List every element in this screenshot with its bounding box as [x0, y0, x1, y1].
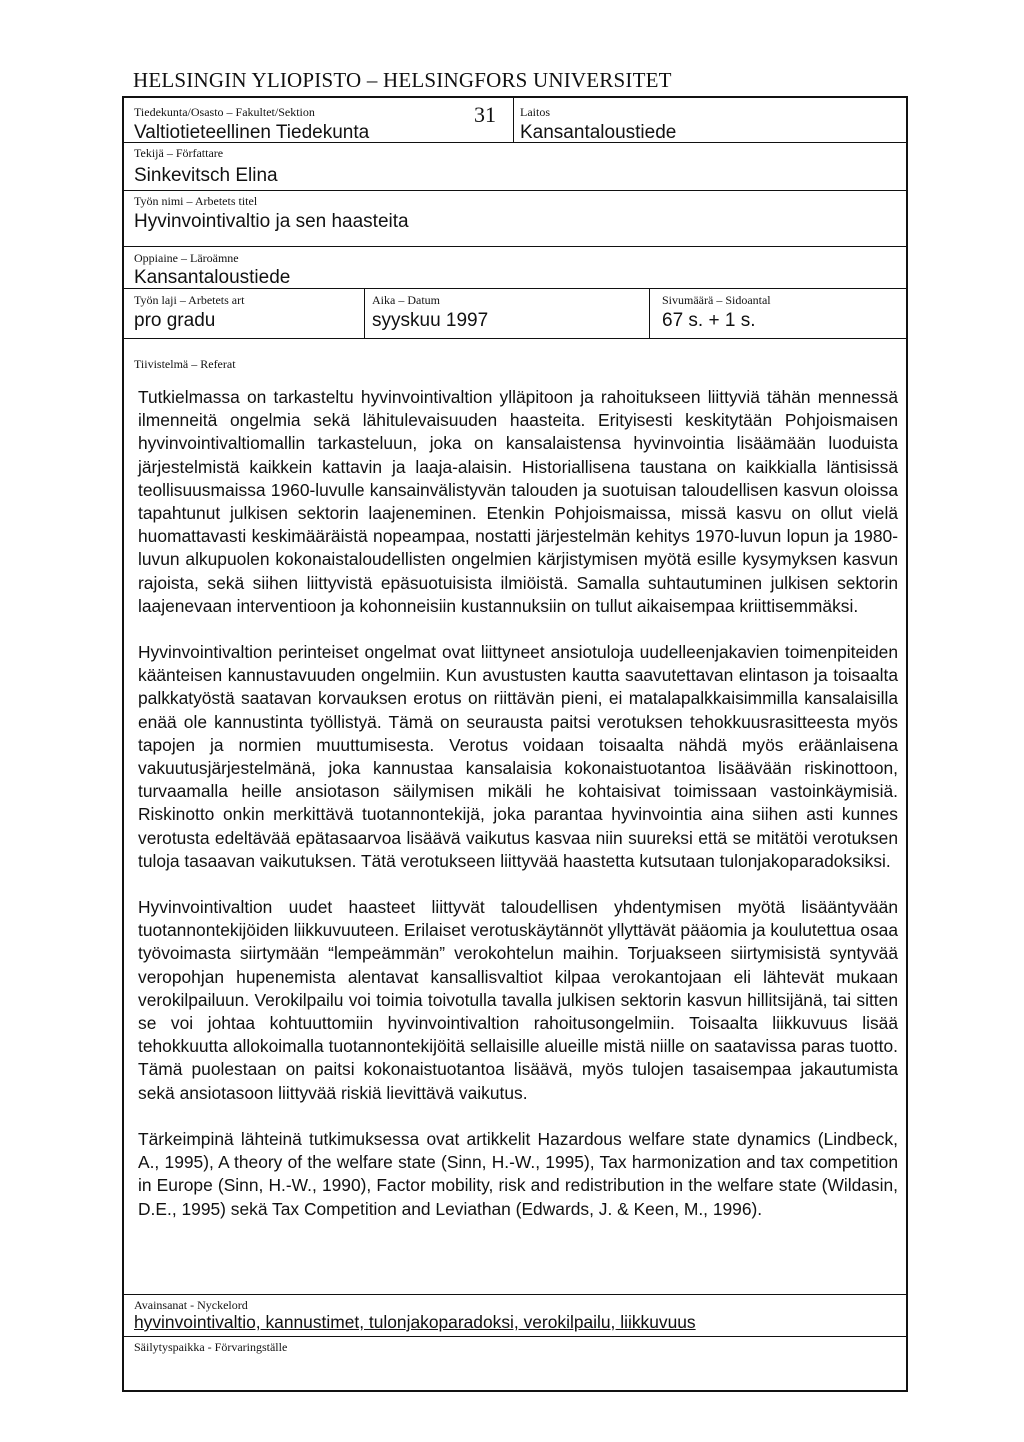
date-label: Aika – Datum [372, 293, 440, 307]
work-title-value: Hyvinvointivaltio ja sen haasteita [134, 211, 409, 232]
divider [124, 338, 906, 339]
divider [124, 288, 906, 289]
abstract-paragraph: Hyvinvointivaltion uudet haasteet liittyvät taloudellisen yhdentymisen myötä lisääntyvään tuotannontekijöiden liikkuvuuteen. Erilaiset verotuskäytännöt yllyttävät pääomia ja koulutettua osaa työvoimasta siirtymään “lempeämmän” verokohtelun maihin. Torjuakseen siirtymisistä syntyvää veropohjan hupenemista alentavat kansallisvaltiot kilpaa verokantojaan eli lähtevät mukaan verokilpailuun. Verokilpailu voi toimia toivotulla tavalla julkisen sektorin kasvun hillitsijänä, tai sitten se voi johtaa kohtuuttomiin hyvinvointivaltion rahoitusongelmiin. Toisaalta liikkuvuus lisää tehokkuutta allokoimalla tuotannontekijöitä sellaisille alueille mistä niille on saatavissa paras tuotto. Tämä puolestaan on paitsi kokonaistuotantoa lisäävä, myös tulojen tasaisempaa jakautumista sekä ansiotasoon liittyvää riskiä lievittävä vaikutus. [138, 897, 898, 1103]
column-divider [649, 288, 650, 338]
keywords-value: hyvinvointivaltio, kannustimet, tulonjakoparadoksi, verokilpailu, liikkuvuus [134, 1312, 696, 1332]
date-value: syyskuu 1997 [372, 310, 489, 331]
faculty-label: Tiedekunta/Osasto – Fakultet/Sektion [134, 105, 315, 119]
work-title-label: Työn nimi – Arbetets titel [134, 194, 258, 208]
pages-label: Sivumäärä – Sidoantal [662, 293, 771, 307]
divider [124, 190, 906, 191]
divider [124, 142, 906, 143]
abstract-body [138, 386, 898, 1244]
subject-label: Oppiaine – Läroämne [134, 251, 239, 265]
author-value: Sinkevitsch Elina [134, 165, 278, 186]
faculty-value: Valtiotieteellinen Tiedekunta [134, 122, 370, 143]
abstract-label: Tiivistelmä – Referat [134, 357, 236, 371]
column-divider [364, 288, 365, 338]
abstract-paragraph: Tutkielmassa on tarkasteltu hyvinvointivaltion ylläpitoon ja rahoitukseen liittyviä tähän mennessä ilmenneitä ongelmia sekä lähitulevaisuuden haasteita. Erityisesti keskitytään Pohjoismaisen hyvinvointivaltiomallin tarkasteluun, joka on kansalaistensa hyvinvointia lisäämään luoduista järjestelmistä kaikkein kattavin ja laaja-alaisin. Historiallisena taustana on kaikkialla läntisissä teollisuusmaissa 1960-luvulle kansainvälistyvän talouden ja suotuisan taloudellisen kasvun oloissa tapahtunut julkisen sektorin laajeneminen. Etenkin Pohjoismaissa, missä kasvu on ollut vielä huomattavasti keskimääräistä nopeampaa, nostatti järjestelmän kehitys 1970-luvun lopun ja 1980-luvun alkupuolen kokonaistaloudellisten ongelmien kärjistymisen myötä esille kysymyksen kasvun rajoista, sekä siihen liittyvistä epäsuotuisista ilmiöistä. Samalla suhtautuminen julkisen sektorin laajenevaan interventioon ja kohonneisiin kustannuksiin on tullut aikaisempaa kriittisemmäksi. [138, 387, 898, 616]
subject-value: Kansantaloustiede [134, 267, 291, 288]
divider [124, 246, 906, 247]
storage-label: Säilytyspaikka - Förvaringställe [134, 1340, 288, 1354]
thesis-abstract-form [122, 96, 908, 1392]
department-value: Kansantaloustiede [520, 122, 677, 143]
faculty-code: 31 [474, 102, 496, 127]
pages-value: 67 s. + 1 s. [662, 310, 756, 331]
work-type-label: Työn laji – Arbetets art [134, 293, 245, 307]
work-type-value: pro gradu [134, 310, 216, 331]
faculty-divider [513, 98, 514, 142]
divider [124, 1294, 906, 1295]
author-label: Tekijä – Författare [134, 146, 224, 160]
keywords-label: Avainsanat - Nyckelord [134, 1298, 248, 1312]
department-label: Laitos [520, 105, 550, 119]
abstract-paragraph: Tärkeimpinä lähteinä tutkimuksessa ovat artikkelit Hazardous welfare state dynamics (Lindbeck, A., 1995), A theory of the welfare state (Sinn, H.-W., 1995), Tax harmonization and tax competition in Europe (Sinn, H.-W., 1990), Factor mobility, risk and redistribution in the welfare state (Wildasin, D.E., 1995) sekä Tax Competition and Leviathan (Edwards, J. & Keen, M., 1996). [138, 1128, 898, 1219]
divider [124, 1336, 906, 1337]
university-header: HELSINGIN YLIOPISTO – HELSINGFORS UNIVERSITET [133, 68, 672, 92]
abstract-paragraph: Hyvinvointivaltion perinteiset ongelmat ovat liittyneet ansiotuloja uudelleenjakavien toimenpiteiden käänteisen kannustavuuden ongelmiin. Kun avustusten kautta saavutettavan elintason ja toisaalta palkkatyöstä saatavan korvauksen erotus on riittävän pieni, ei matalapalkkaisimmilla kansalaisilla enää ole kannustinta työllistyä. Tämä on seurausta paitsi verotuksen tehokkuusrasitteesta myös tapojen ja normien muuttumisesta. Verotus voidaan toisaalta nähdä myös eräänlaisena vakuutusjärjestelmänä, joka kannustaa kansalaisia kokonaistuotantoa lisäävään riskinottoon, turvaamalla heille ansiotason säilymisen mikäli he kohtaisivat toimissaan vastoinkäymisiä. Riskinotto onkin merkittävä tuotannontekijä, joka parantaa hyvinvointia aina siihen asti kunnes verotusta edeltävää epätasaarvoa lisäävä vaikutus kasvaa niin suureksi että se mitätöi verotuksen tuloja tasaavan vaikutuksen. Tätä verotukseen liittyvää haastetta kutsutaan tulonjakoparadoksiksi. [138, 642, 898, 871]
